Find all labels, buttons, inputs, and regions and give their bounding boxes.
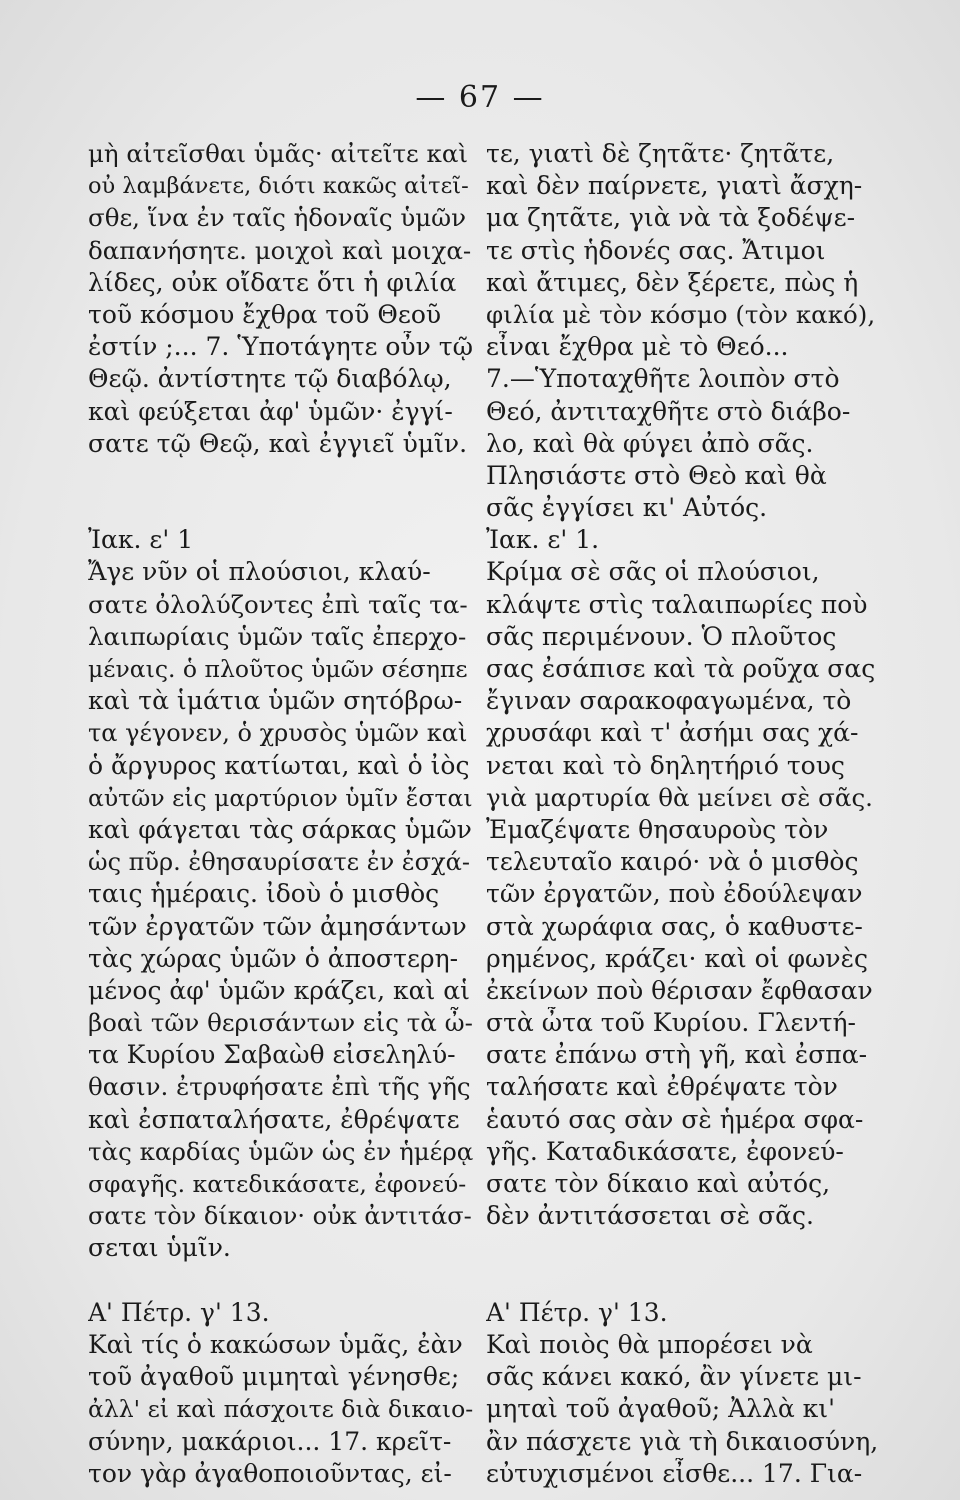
text-line: χρυσάφι καὶ τ' ἀσήμι σας χά- [486,718,859,748]
text-line: μὴ αἰτεῖσθαι ὑμᾶς· αἰτεῖτε καὶ [88,139,468,168]
text-line: μένος ἀφ' ὑμῶν κράζει, καὶ αἱ [88,975,470,1005]
text-line: τῶν ἐργατῶν τῶν ἀμησάντων [88,911,467,941]
text-line: θασιν. ἐτρυφήσατε ἐπὶ τῆς γῆς [88,1072,471,1102]
text-line: τοῦ ἀγαθοῦ μιμηταὶ γένησθε; [88,1362,460,1392]
text-line: τὰς καρδίας ὑμῶν ὡς ἐν ἡμέρᾳ [88,1136,473,1166]
text-line: γιὰ μαρτυρία θὰ μείνει σὲ σᾶς. [486,782,873,812]
text-line: τε, γιατὶ δὲ ζητᾶτε· ζητᾶτε, [486,139,835,168]
text-line: καὶ φάγεται τὰς σάρκας ὑμῶν [88,814,472,844]
blank-line [88,492,473,524]
text-line: ἂν πάσχετε γιὰ τὴ δικαιοσύνη, [486,1426,878,1456]
text-line: μέναις. ὁ πλοῦτος ὑμῶν σέσηπε [88,655,468,683]
blank-line [88,460,473,492]
text-line: μηταὶ τοῦ ἀγαθοῦ; Ἀλλὰ κι' [486,1394,835,1424]
text-line: ἐστίν ;... 7. Ὑποτάγητε οὖν τῷ [88,332,473,362]
text-line: καὶ δὲν παίρνετε, γιατὶ ἄσχη- [486,171,863,201]
blank-line [486,1265,878,1297]
text-line: τῶν ἐργατῶν, ποὺ ἐδούλεψαν [486,879,863,909]
text-line: Καὶ ποιὸς θὰ μπορέσει νὰ [486,1329,813,1359]
text-line: καὶ ἐσπαταλήσατε, ἐθρέψατε [88,1104,460,1134]
text-line: σατε τὸν δίκαιο καὶ αὐτός, [486,1169,831,1198]
text-line: τα Κυρίου Σαβαὼθ εἰσεληλύ- [88,1040,456,1070]
text-line: Ἰακ. ε' 1 [88,525,194,555]
text-line: αὐτῶν εἰς μαρτύριον ὑμῖν ἔσται [88,783,473,812]
text-line: δαπανήσητε. μοιχοὶ καὶ μοιχα- [88,235,472,265]
text-line: στὰ ὦτα τοῦ Κυρίου. Γλεντή- [486,1008,856,1038]
text-line: ταις ἡμέραις. ἰδοὺ ὁ μισθὸς [88,879,440,909]
text-line: Θεό, ἀντιταχθῆτε στὸ διάβο- [486,396,851,426]
right-column-modern-translation [486,138,878,1490]
text-line: σατε ἐπάνω στὴ γῆ, καὶ ἐσπα- [486,1040,868,1070]
text-line: κλάψτε στὶς ταλαιπωρίες ποὺ [486,589,868,619]
left-column-ancient-text [88,138,473,1490]
text-line: ρημένος, κράζει· καὶ οἱ φωνὲς [486,943,868,973]
text-line: τον γὰρ ἀγαθοποιοῦντας, εἰ- [88,1458,452,1488]
text-line: λο, καὶ θὰ φύγει ἀπὸ σᾶς. [486,428,814,458]
page-number: — 67 — [415,80,545,115]
text-line: Κρίμα σὲ σᾶς οἱ πλούσιοι, [486,557,820,587]
text-line: γῆς. Καταδικάσατε, ἐφονεύ- [486,1136,844,1166]
text-line: βοαὶ τῶν θερισάντων εἰς τὰ ὦ- [88,1008,473,1038]
text-line: τα γέγονεν, ὁ χρυσὸς ὑμῶν καὶ [88,719,468,748]
blank-line [486,1232,878,1264]
text-line: Ἄγε νῦν οἱ πλούσιοι, κλαύ- [88,557,431,587]
text-line: σατε τῷ Θεῷ, καὶ ἐγγιεῖ ὑμῖν. [88,428,468,458]
text-line: Α' Πέτρ. γ' 13. [486,1297,668,1327]
text-line: σατε τὸν δίκαιον· οὐκ ἀντιτάσ- [88,1202,472,1231]
text-line: εἶναι ἔχθρα μὲ τὸ Θεό... [486,332,789,362]
text-line: οὐ λαμβάνετε, διότι κακῶς αἰτεῖ- [88,173,469,200]
text-line: τε στὶς ἡδονές σας. Ἄτιμοι [486,235,826,265]
text-line: φιλία μὲ τὸν κόσμο (τὸν κακό), [486,299,876,329]
text-line: λαιπωρίαις ὑμῶν ταῖς ἐπερχο- [88,621,467,651]
text-line: σεται ὑμῖν. [88,1233,231,1263]
text-line: σατε ὀλολύζοντες ἐπὶ ταῖς τα- [88,589,468,619]
text-line: τοῦ κόσμου ἔχθρα τοῦ Θεοῦ [88,299,442,329]
text-line: καὶ τὰ ἱμάτια ὑμῶν σητόβρω- [88,686,463,716]
text-line: Α' Πέτρ. γ' 13. [88,1297,270,1327]
text-line: μα ζητᾶτε, γιὰ νὰ τὰ ξοδέψε- [486,203,856,233]
text-line: ὁ ἄργυρος κατίωται, καὶ ὁ ἰὸς [88,750,470,780]
text-line: τὰς χώρας ὑμῶν ὁ ἀποστερη- [88,943,459,973]
text-line: δὲν ἀντιτάσσεται σὲ σᾶς. [486,1201,814,1231]
text-line: σύνην, μακάριοι... 17. κρεῖτ- [88,1426,452,1456]
text-line: καὶ ἄτιμες, δὲν ξέρετε, πὼς ἡ [486,267,859,297]
text-line: Ἐμαζέψατε θησαυροὺς τὸν [486,814,829,844]
text-line: ἔγιναν σαρακοφαγωμένα, τὸ [486,686,852,716]
text-line: 7.—Ὑποταχθῆτε λοιπὸν στὸ [486,364,840,394]
text-line: λίδες, οὐκ οἴδατε ὅτι ἡ φιλία [88,267,457,297]
text-line: ἐκείνων ποὺ θέρισαν ἔφθασαν [486,975,873,1005]
text-line: στὰ χωράφια σας, ὁ καθυστε- [486,911,863,941]
text-line: ἀλλ' εἰ καὶ πάσχοιτε διὰ δικαιο- [88,1395,473,1424]
text-line: καὶ φεύξεται ἀφ' ὑμῶν· ἐγγί- [88,396,453,426]
text-line: σας ἐσάπισε καὶ τὰ ροῦχα σας [486,654,876,683]
text-line: ταλήσατε καὶ ἐθρέψατε τὸν [486,1072,838,1102]
text-line: νεται καὶ τὸ δηλητήριό τους [486,750,845,780]
text-line: Θεῷ. ἀντίστητε τῷ διαβόλῳ, [88,364,452,394]
text-line: σᾶς ἐγγίσει κι' Αὐτός. [486,493,768,523]
blank-line [88,1265,473,1297]
text-line: Πλησιάστε στὸ Θεὸ καὶ θὰ [486,460,827,490]
text-line: σᾶς κάνει κακό, ἂν γίνετε μι- [486,1362,862,1392]
text-line: σθε, ἵνα ἐν ταῖς ἡδοναῖς ὑμῶν [88,203,467,233]
text-line: Ἰακ. ε' 1. [486,525,600,555]
text-line: ὡς πῦρ. ἐθησαυρίσατε ἐν ἐσχά- [88,848,470,877]
text-line: σᾶς περιμένουν. Ὁ πλοῦτος [486,621,837,651]
text-line: Καὶ τίς ὁ κακώσων ὑμᾶς, ἐὰν [88,1329,463,1359]
text-line: τελευταῖο καιρό· νὰ ὁ μισθὸς [486,847,859,877]
text-line: σφαγῆς. κατεδικάσατε, ἐφονεύ- [88,1170,467,1198]
text-line: εὐτυχισμένοι εἶσθε... 17. Για- [486,1458,863,1488]
text-line: ἑαυτό σας σὰν σὲ ἡμέρα σφα- [486,1104,864,1134]
